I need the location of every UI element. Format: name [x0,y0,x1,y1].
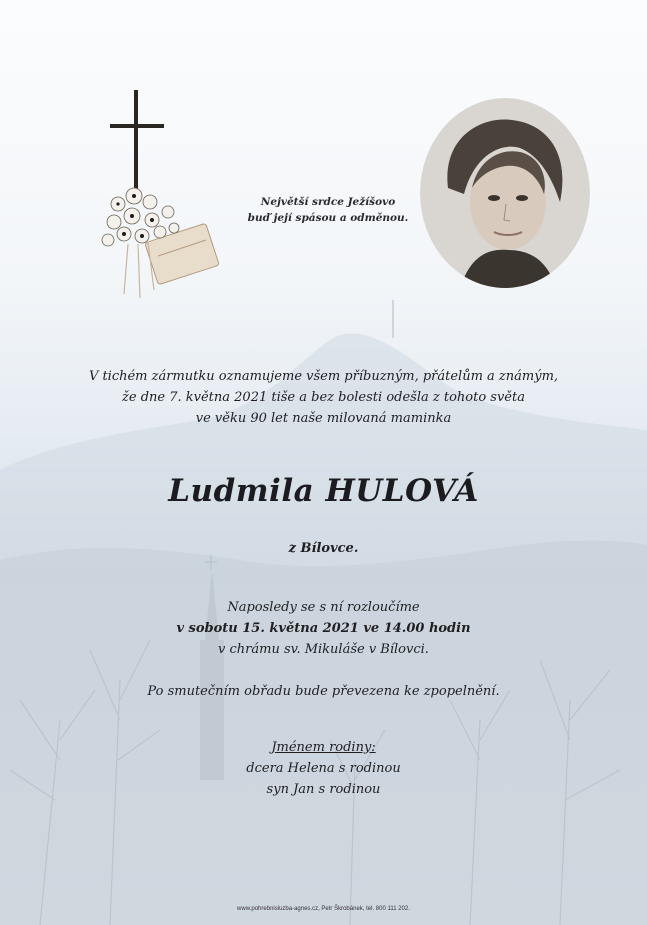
family-member: dcera Helena s rodinou [246,761,401,776]
origin-text: z Bílovce. [288,541,359,556]
announcement [0,366,647,429]
announcement-line-2: že dne 7. května 2021 tiše a bez bolesti odešla z tohoto světa [122,390,525,405]
portrait-photo [420,98,590,288]
family-signature [0,737,647,800]
verse-line-2: buď její spásou a odměnou. [247,212,409,224]
ceremony-place: v chrámu sv. Mikuláše v Bílovci. [218,642,429,657]
ceremony-line-1: Naposledy se s ní rozloučíme [227,600,420,615]
announcement-line-1: V tichém zármutku oznamujeme všem příbuzným, přátelům a známým, [88,369,559,384]
verse [238,194,418,226]
verse-line-1: Největší srdce Ježíšovo [260,196,396,208]
family-heading: Jménem rodiny: [271,740,376,755]
family-member: syn Jan s rodinou [266,782,381,797]
cremation-note [0,681,647,702]
ceremony-info [0,597,647,660]
cremation-text: Po smutečním obřadu bude převezena ke zpopelnění. [147,684,500,699]
announcement-line-3: ve věku 90 let naše milovaná maminka [195,411,452,426]
deceased-origin [0,538,647,559]
cross-with-flowers-icon [88,84,228,304]
footer-credit: www.pohrebnisluzba-agnes.cz, Petr Škrobánek, tel. 800 111 202. [237,906,410,912]
ceremony-date: v sobotu 15. května 2021 ve 14.00 hodin [176,621,471,636]
deceased-name: Ludmila HULOVÁ [168,473,479,509]
